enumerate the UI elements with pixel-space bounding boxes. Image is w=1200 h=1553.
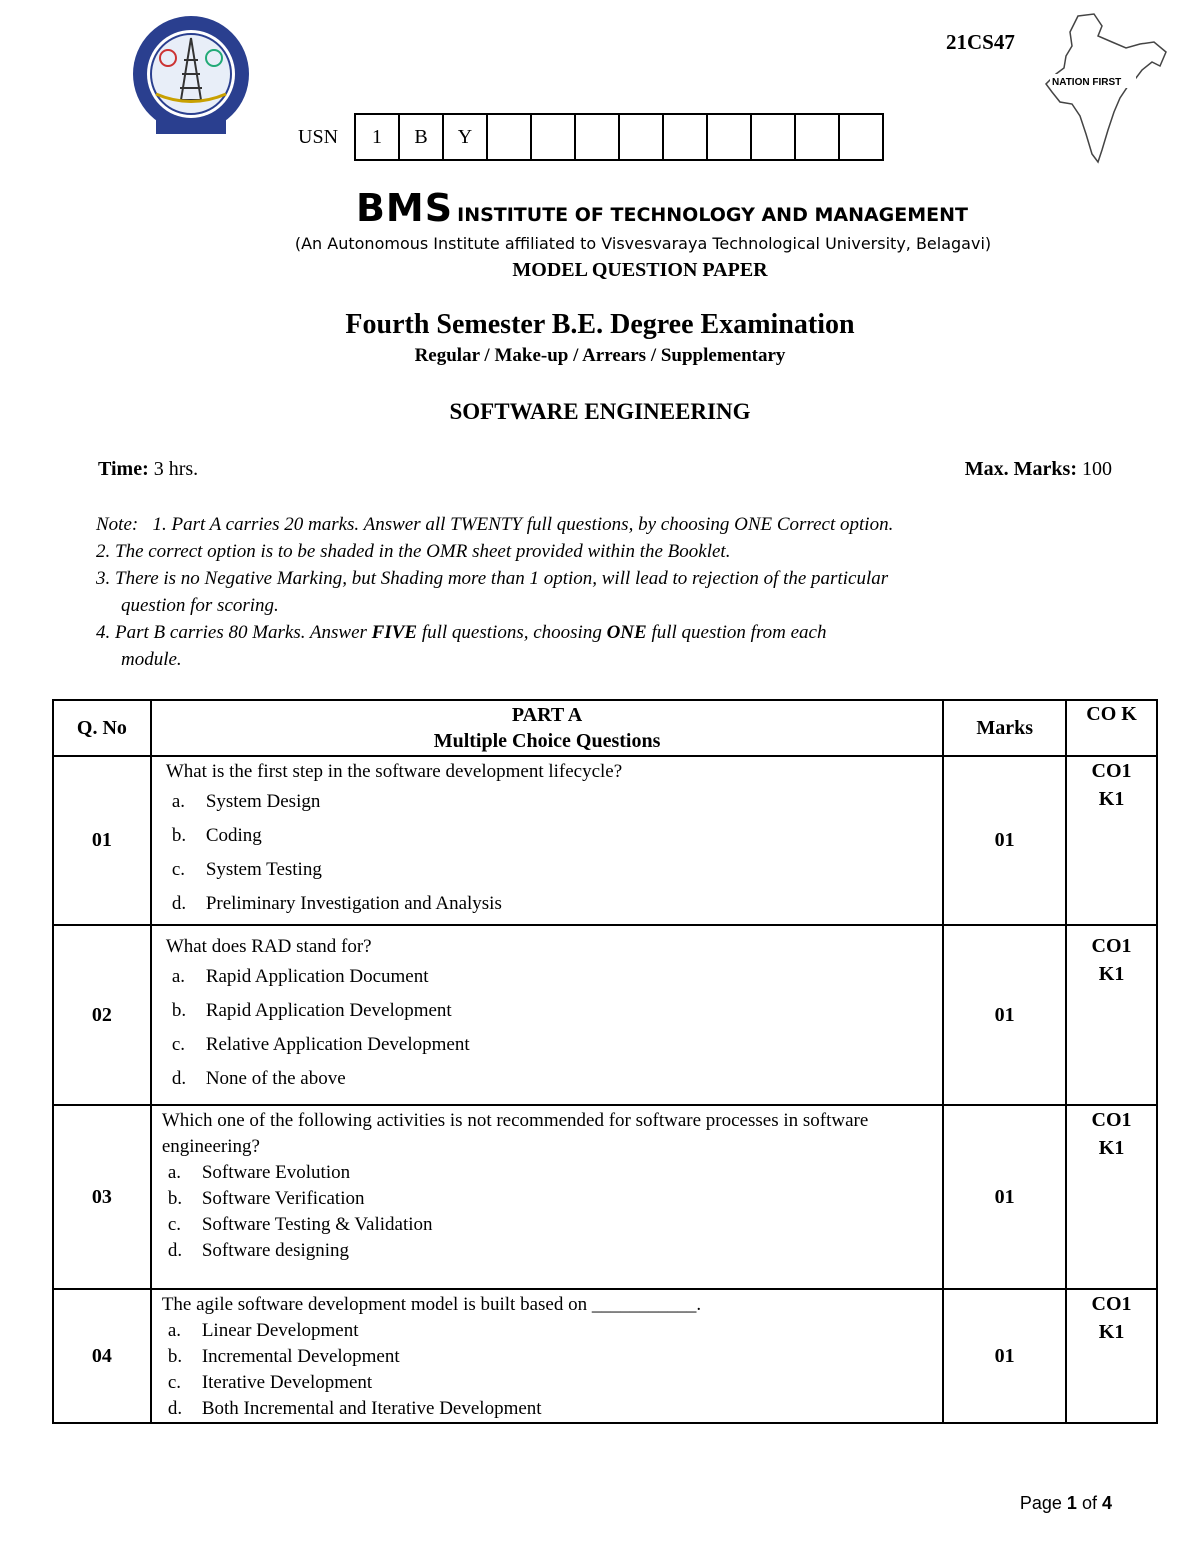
option-text: Software Evolution bbox=[201, 1162, 351, 1183]
question-cell bbox=[151, 925, 943, 1105]
option bbox=[162, 1238, 932, 1264]
page-total: 4 bbox=[1101, 1493, 1112, 1513]
question-marks: 01 bbox=[943, 925, 1066, 1105]
header-cok: CO K bbox=[1066, 700, 1157, 756]
question-number: 01 bbox=[53, 756, 151, 925]
institute-name bbox=[0, 186, 1200, 230]
question-number: 04 bbox=[53, 1289, 151, 1423]
header-part-subtitle: Multiple Choice Questions bbox=[433, 730, 661, 752]
course-outcome: CO1 bbox=[1091, 1293, 1132, 1315]
option-text: Coding bbox=[205, 825, 262, 846]
option-letter: b. bbox=[167, 1346, 183, 1367]
note-4-five: FIVE bbox=[371, 622, 418, 643]
course-outcome: CO1 bbox=[1091, 935, 1132, 957]
table-header-row bbox=[53, 700, 1157, 756]
questions-table bbox=[52, 699, 1158, 1424]
paper-type: MODEL QUESTION PAPER bbox=[512, 259, 768, 281]
option bbox=[162, 1212, 932, 1238]
india-map-icon bbox=[1042, 12, 1170, 170]
note-4-pre: 4. Part B carries 80 Marks. Answer bbox=[96, 622, 372, 643]
usn-cell[interactable]: B bbox=[400, 115, 444, 159]
question-content bbox=[152, 926, 942, 1096]
exam-title: Fourth Semester B.E. Degree Examination bbox=[345, 309, 855, 340]
option-letter: c. bbox=[167, 1214, 181, 1235]
option bbox=[162, 1344, 932, 1370]
knowledge-level: K1 bbox=[1098, 1137, 1125, 1159]
option-letter: c. bbox=[171, 1034, 185, 1055]
option-text: Rapid Application Document bbox=[205, 966, 429, 987]
usn-cell[interactable]: 1 bbox=[356, 115, 400, 159]
option-text: Software Verification bbox=[201, 1188, 365, 1209]
question-text: What does RAD stand for? bbox=[165, 936, 372, 957]
option bbox=[166, 819, 932, 853]
option bbox=[166, 785, 932, 819]
header-qno: Q. No bbox=[53, 700, 151, 756]
affiliation: (An Autonomous Institute affiliated to Visvesvaraya Technological University, Belagavi) bbox=[294, 234, 992, 253]
usn-grid[interactable] bbox=[354, 113, 884, 161]
question-marks: 01 bbox=[943, 1105, 1066, 1289]
instructions bbox=[96, 511, 1106, 673]
question-number: 03 bbox=[53, 1105, 151, 1289]
option-letter: c. bbox=[167, 1372, 181, 1393]
option-text: Both Incremental and Iterative Development bbox=[201, 1398, 542, 1419]
knowledge-level: K1 bbox=[1098, 1321, 1125, 1343]
usn-cell[interactable] bbox=[664, 115, 708, 159]
option-letter: d. bbox=[171, 893, 187, 914]
option bbox=[162, 1370, 932, 1396]
course-outcome: CO1 bbox=[1091, 1109, 1132, 1131]
max-marks-value: 100 bbox=[1082, 458, 1112, 480]
question-content bbox=[152, 1106, 942, 1264]
usn-cell[interactable] bbox=[840, 115, 882, 159]
question-cok bbox=[1066, 1289, 1157, 1423]
subject-title: SOFTWARE ENGINEERING bbox=[449, 399, 751, 424]
note-4-mid: full questions, choosing bbox=[417, 622, 607, 643]
option-text: System Design bbox=[205, 791, 321, 812]
question-marks: 01 bbox=[943, 756, 1066, 925]
option-letter: b. bbox=[167, 1188, 183, 1209]
option bbox=[162, 1186, 932, 1212]
page-word: Page bbox=[1019, 1493, 1062, 1513]
note-1 bbox=[96, 511, 1106, 538]
option-text: None of the above bbox=[205, 1068, 346, 1089]
option-text: Software designing bbox=[201, 1240, 350, 1261]
question-cok bbox=[1066, 756, 1157, 925]
question-cok bbox=[1066, 1105, 1157, 1289]
option-letter: d. bbox=[167, 1398, 183, 1419]
option bbox=[166, 853, 932, 887]
time-value: 3 hrs. bbox=[153, 458, 199, 480]
note-4-post: full question from each bbox=[646, 622, 827, 643]
usn-cell[interactable] bbox=[708, 115, 752, 159]
course-code: 21CS47 bbox=[946, 30, 1015, 54]
knowledge-level: K1 bbox=[1098, 788, 1125, 810]
usn-label: USN bbox=[298, 126, 339, 148]
option-letter: a. bbox=[171, 966, 185, 987]
header-marks: Marks bbox=[943, 700, 1066, 756]
option-text: Linear Development bbox=[201, 1320, 359, 1341]
question-cell bbox=[151, 1105, 943, 1289]
map-label: NATION FIRST bbox=[1052, 77, 1122, 88]
course-outcome: CO1 bbox=[1091, 760, 1132, 782]
usn-cell[interactable] bbox=[752, 115, 796, 159]
time-info bbox=[98, 458, 198, 481]
note-label: Note: bbox=[96, 514, 139, 535]
question-cell bbox=[151, 1289, 943, 1423]
question-marks: 01 bbox=[943, 1289, 1066, 1423]
question-content bbox=[152, 1290, 942, 1422]
question-text: The agile software development model is built based on ___________. bbox=[161, 1294, 702, 1315]
option-text: Rapid Application Development bbox=[205, 1000, 452, 1021]
of-word: of bbox=[1081, 1493, 1097, 1513]
option bbox=[162, 1396, 932, 1422]
note-4-cont: module. bbox=[121, 649, 182, 670]
option bbox=[166, 887, 932, 921]
note-4 bbox=[96, 619, 1106, 646]
option-letter: a. bbox=[171, 791, 185, 812]
option-letter: a. bbox=[167, 1162, 181, 1183]
question-cok bbox=[1066, 925, 1157, 1105]
option bbox=[166, 1062, 932, 1096]
question-text: Which one of the following activities is not recommended for software processes in software engineering? bbox=[161, 1110, 869, 1157]
page-footer bbox=[1020, 1493, 1112, 1514]
option-text: Preliminary Investigation and Analysis bbox=[205, 893, 502, 914]
header-part bbox=[151, 700, 943, 756]
institute-logo-icon bbox=[126, 14, 256, 138]
option bbox=[166, 994, 932, 1028]
option-text: Iterative Development bbox=[201, 1372, 373, 1393]
knowledge-level: K1 bbox=[1098, 963, 1125, 985]
option bbox=[166, 1028, 932, 1062]
usn-cell[interactable] bbox=[488, 115, 532, 159]
usn-cell[interactable] bbox=[576, 115, 620, 159]
exam-subtitle: Regular / Make-up / Arrears / Supplementary bbox=[414, 345, 786, 366]
question-text: What is the first step in the software development lifecycle? bbox=[165, 761, 623, 782]
option-letter: d. bbox=[171, 1068, 187, 1089]
option-letter: d. bbox=[167, 1240, 183, 1261]
option-letter: c. bbox=[171, 859, 185, 880]
option-text: Relative Application Development bbox=[205, 1034, 470, 1055]
note-4-one: ONE bbox=[606, 622, 647, 643]
option bbox=[162, 1160, 932, 1186]
max-marks-info bbox=[965, 458, 1112, 481]
institute-name-rest: INSTITUTE OF TECHNOLOGY AND MANAGEMENT bbox=[457, 204, 969, 226]
option-letter: b. bbox=[171, 825, 187, 846]
option-text: Software Testing & Validation bbox=[201, 1214, 433, 1235]
note-3: 3. There is no Negative Marking, but Shading more than 1 option, will lead to rejection of the particular bbox=[96, 568, 889, 589]
table-row bbox=[53, 1105, 1157, 1289]
question-number: 02 bbox=[53, 925, 151, 1105]
table-row bbox=[53, 925, 1157, 1105]
usn-cell[interactable] bbox=[796, 115, 840, 159]
option bbox=[162, 1318, 932, 1344]
question-content bbox=[152, 757, 942, 921]
question-cell bbox=[151, 756, 943, 925]
max-marks-label: Max. Marks: bbox=[964, 458, 1077, 480]
usn-cell[interactable] bbox=[532, 115, 576, 159]
time-label: Time: bbox=[98, 458, 149, 480]
table-row bbox=[53, 1289, 1157, 1423]
usn-cell[interactable] bbox=[620, 115, 664, 159]
option-text: Incremental Development bbox=[201, 1346, 400, 1367]
note-1-text: 1. Part A carries 20 marks. Answer all TWENTY full questions, by choosing ONE Correct option. bbox=[152, 514, 894, 535]
option-text: System Testing bbox=[205, 859, 322, 880]
page-number: 1 bbox=[1066, 1493, 1077, 1513]
option-letter: a. bbox=[167, 1320, 181, 1341]
option-letter: b. bbox=[171, 1000, 187, 1021]
table-row bbox=[53, 756, 1157, 925]
header-part-title: PART A bbox=[511, 704, 583, 726]
usn-cell[interactable]: Y bbox=[444, 115, 488, 159]
option bbox=[166, 960, 932, 994]
institute-name-short: BMS bbox=[355, 186, 454, 230]
note-2: 2. The correct option is to be shaded in the OMR sheet provided within the Booklet. bbox=[96, 541, 731, 562]
note-3-cont: question for scoring. bbox=[121, 595, 279, 616]
